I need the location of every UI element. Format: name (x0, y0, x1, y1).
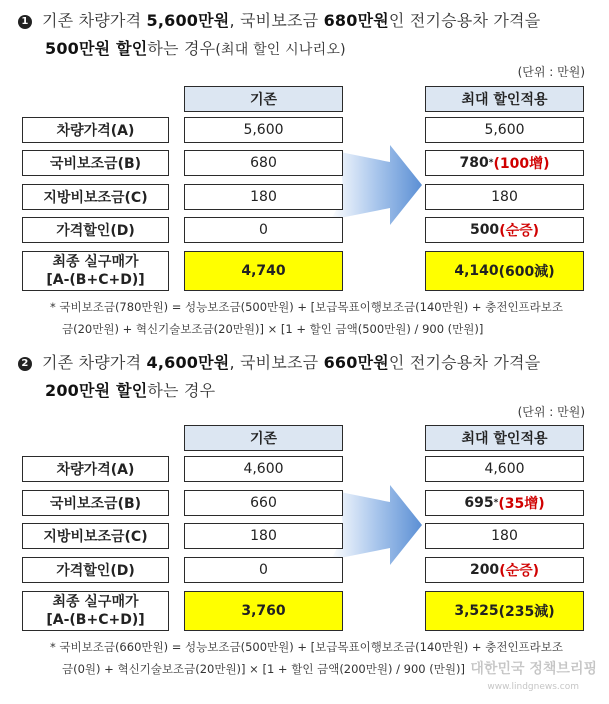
scenario1-footnote (50, 296, 595, 340)
footnote-line2: 금(0원) + 혁신기술보조금(20만원)] × [1 + 할인 금액(200만원) / 900 (만원)] (62, 662, 465, 676)
scenario1-after-final (425, 251, 584, 291)
scenario1-label-price: 차량가격(A) (22, 117, 169, 143)
scenario1-unit: (단위 : 만원) (517, 65, 585, 79)
increase-note: (순증) (499, 563, 540, 579)
decrease-note: (235減) (498, 604, 555, 620)
scenario1-after-local-subsidy: 180 (425, 184, 584, 210)
footnote-mark: * (488, 158, 494, 168)
heading-text: 하는 경우 (147, 39, 216, 58)
scenario2-heading-line2 (45, 378, 215, 404)
heading-text: , 국비보조금 (229, 11, 324, 30)
scenario2-header-after: 최대 할인적용 (425, 425, 584, 451)
value-main: 500 (469, 222, 500, 238)
value-main: 695 (464, 495, 494, 511)
scenario1-label-final (22, 251, 169, 291)
scenario1-after-price: 5,600 (425, 117, 584, 143)
heading-discount: 500만원 할인 (45, 39, 148, 58)
scenario2-before-final: 3,760 (184, 591, 343, 631)
scenario2-unit: (단위 : 만원) (517, 405, 585, 419)
heading-subsidy: 680만원 (323, 11, 389, 30)
heading-text: 기존 차량가격 (42, 11, 147, 30)
heading-text: 하는 경우 (147, 381, 216, 400)
scenario1-label-discount: 가격할인(D) (22, 217, 169, 243)
heading-discount: 200만원 할인 (45, 381, 148, 400)
watermark-url: www.lindgnews.com (487, 682, 579, 692)
scenario2-after-local-subsidy: 180 (425, 523, 584, 549)
scenario1-before-final: 4,740 (184, 251, 343, 291)
heading-price: 5,600만원 (146, 11, 230, 30)
value-main: 780 (459, 155, 489, 171)
scenario1-heading-line1 (18, 8, 540, 34)
scenario2-before-price: 4,600 (184, 456, 343, 482)
heading-price: 4,600만원 (146, 353, 230, 372)
scenario2-label-discount: 가격할인(D) (22, 557, 169, 583)
scenario1-header-after: 최대 할인적용 (425, 86, 584, 112)
increase-note: (순증) (499, 223, 540, 239)
final-label-line2: [A-(B+C+D)] (46, 612, 145, 628)
scenario2-after-discount (425, 557, 584, 583)
heading-text: 인 전기승용차 가격을 (388, 353, 541, 372)
heading-subsidy: 660만원 (323, 353, 389, 372)
scenario1-after-discount (425, 217, 584, 243)
scenario1-arrow-icon (330, 140, 425, 230)
scenario2-heading-line1 (18, 350, 540, 376)
scenario1-heading-line2 (45, 36, 346, 63)
scenario1-label-national-subsidy: 국비보조금(B) (22, 150, 169, 176)
footnote-mark: * (493, 498, 499, 508)
scenario2-after-final (425, 591, 584, 631)
footnote-line2: 금(20만원) + 혁신기술보조금(20만원)] × [1 + 할인 금액(500만원) / 900 (만원)] (62, 322, 484, 336)
scenario1-before-local-subsidy: 180 (184, 184, 343, 210)
scenario2-label-local-subsidy: 지방비보조금(C) (22, 523, 169, 549)
scenario2-label-national-subsidy: 국비보조금(B) (22, 490, 169, 516)
scenario1-before-discount: 0 (184, 217, 343, 243)
scenario1-after-national-subsidy (425, 150, 584, 176)
value-main: 3,525 (454, 603, 499, 619)
scenario2-before-national-subsidy: 660 (184, 490, 343, 516)
scenario2-before-local-subsidy: 180 (184, 523, 343, 549)
scenario1-header-before: 기존 (184, 86, 343, 112)
heading-text: 인 전기승용차 가격을 (388, 11, 541, 30)
value-main: 4,140 (454, 263, 499, 279)
increase-note: (35增) (498, 496, 545, 512)
scenario2-label-price: 차량가격(A) (22, 456, 169, 482)
final-label-line1: 최종 실구매가 (52, 594, 139, 610)
scenario2-after-national-subsidy (425, 490, 584, 516)
final-label-line2: [A-(B+C+D)] (46, 272, 145, 288)
footnote-line1: * 국비보조금(660만원) = 성능보조금(500만원) + [보급목표이행보조금(140만원) + 충전인프라보조 (50, 640, 563, 654)
final-label-line1: 최종 실구매가 (52, 254, 139, 270)
increase-note: (100增) (493, 156, 550, 172)
heading-note: (최대 할인 시나리오) (215, 42, 346, 58)
bullet-two-icon: 2 (18, 357, 32, 371)
scenario2-label-final (22, 591, 169, 631)
bullet-one-icon: 1 (18, 15, 32, 29)
watermark-text: 대한민국 정책브리핑 (470, 661, 597, 677)
footnote-line1: * 국비보조금(780만원) = 성능보조금(500만원) + [보급목표이행보조금(140만원) + 충전인프라보조 (50, 300, 563, 314)
scenario2-header-before: 기존 (184, 425, 343, 451)
value-main: 200 (469, 562, 500, 578)
scenario1-before-price: 5,600 (184, 117, 343, 143)
scenario2-after-price: 4,600 (425, 456, 584, 482)
scenario1-label-local-subsidy: 지방비보조금(C) (22, 184, 169, 210)
scenario1-before-national-subsidy: 680 (184, 150, 343, 176)
scenario2-before-discount: 0 (184, 557, 343, 583)
heading-text: 기존 차량가격 (42, 353, 147, 372)
scenario2-arrow-icon (330, 480, 425, 570)
heading-text: , 국비보조금 (229, 353, 324, 372)
decrease-note: (600減) (498, 264, 555, 280)
